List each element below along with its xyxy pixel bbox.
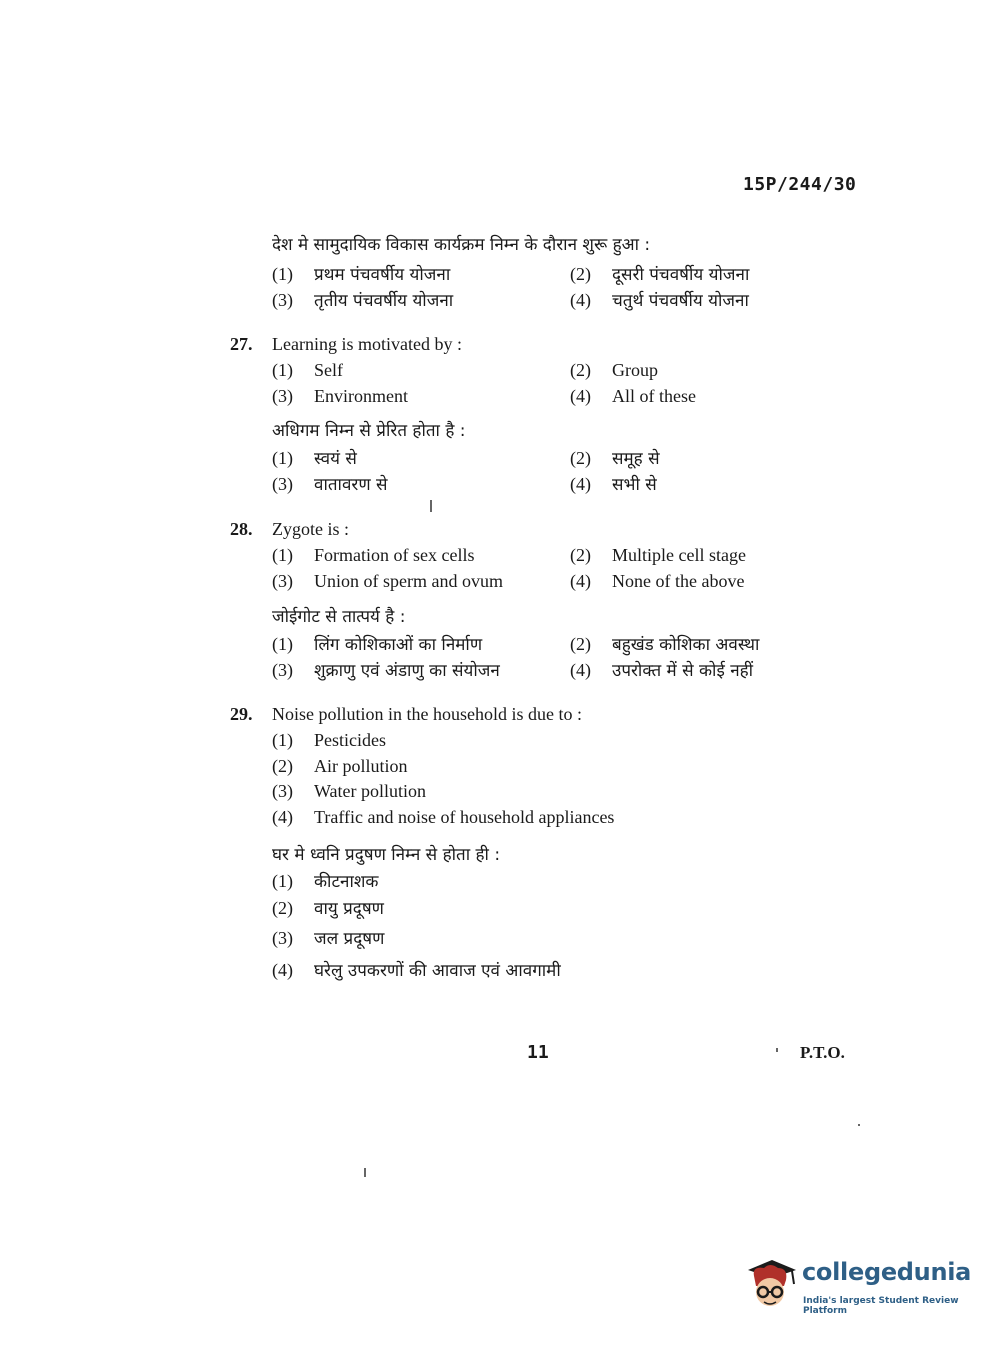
option-text: कीटनाशक [314,872,379,892]
option-number: (3) [272,290,293,310]
q27-stem: Learning is motivated by : [272,334,462,354]
q28-option-hindi [272,632,482,655]
option-text: दूसरी पंचवर्षीय योजना [612,265,750,285]
collegedunia-watermark [742,1252,972,1316]
q26-option-hindi [272,288,453,311]
q27-option-hindi [570,472,657,495]
option-text: None of the above [612,571,745,591]
q29-option-hindi [272,896,384,919]
q29-option-hindi [272,926,384,949]
option-text: समूह से [612,449,660,469]
q28-option [272,571,503,592]
q29-stem: Noise pollution in the household is due to : [272,704,582,724]
option-text: Environment [314,386,408,406]
option-text: सभी से [612,475,657,495]
option-text: उपरोक्त में से कोई नहीं [612,661,754,681]
option-number: (2) [272,898,293,918]
q28-option-hindi [272,658,500,681]
q28-option [570,571,744,592]
option-number: (1) [272,448,293,468]
q26-stem-hindi: देश मे सामुदायिक विकास कार्यक्रम निम्न के दौरान शुरू हुआ : [272,235,651,255]
option-number: (3) [272,386,293,406]
option-number: (4) [272,807,293,827]
option-text: Air pollution [314,756,408,776]
q28-option-hindi [570,632,759,655]
option-number: (3) [272,660,293,680]
option-number: (2) [570,634,591,654]
mascot-logo-icon [742,1256,798,1312]
q28-stem: Zygote is : [272,519,349,539]
option-text: वातावरण से [314,475,388,495]
q29-option [272,756,408,777]
option-text: Pesticides [314,730,386,750]
scan-speck [430,500,432,512]
q27-stem-hindi: अधिगम निम्न से प्रेरित होता है : [272,421,466,441]
q27-option-hindi [272,472,388,495]
option-number: (2) [570,264,591,284]
option-text: स्वयं से [314,449,357,469]
option-number: (1) [272,545,293,565]
option-number: (3) [272,474,293,494]
brand-tagline: India's largest Student Review Platform [803,1296,959,1316]
option-text: Union of sperm and ovum [314,571,503,591]
option-number: (3) [272,928,293,948]
option-number: (4) [570,571,591,591]
q29-option [272,730,386,751]
page-number: 11 [527,1042,549,1063]
option-number: (2) [272,756,293,776]
option-number: (4) [272,960,293,980]
option-number: (4) [570,474,591,494]
option-number: (1) [272,360,293,380]
option-text: घरेलु उपकरणों की आवाज एवं आवगामी [314,961,561,981]
option-text: Self [314,360,343,380]
option-number: (4) [570,660,591,680]
option-number: (4) [570,386,591,406]
q28-stem-hindi: जोईगोट से तात्पर्य है : [272,607,406,627]
option-text: शुक्राणु एवं अंडाणु का संयोजन [314,661,500,681]
q27-option [272,360,343,381]
paper-code: 15P/244/30 [743,174,857,195]
q27-option [570,386,696,407]
option-number: (1) [272,871,293,891]
q26-option-hindi [272,262,450,285]
option-number: (4) [570,290,591,310]
q27-option [570,360,658,381]
option-text: तृतीय पंचवर्षीय योजना [314,291,454,311]
brand-name: collegedunia [802,1258,972,1286]
q28-number: 28. [230,519,253,539]
option-number: (3) [272,781,293,801]
scan-speck [776,1048,778,1052]
option-text: जल प्रदूषण [314,929,385,949]
option-text: All of these [612,386,696,406]
option-number: (1) [272,264,293,284]
option-text: Group [612,360,658,380]
scan-speck [858,1124,860,1126]
option-text: वायु प्रदूषण [314,899,384,919]
option-number: (1) [272,634,293,654]
q29-option [272,807,614,828]
q27-option-hindi [272,446,357,469]
q29-number: 29. [230,704,253,724]
option-text: लिंग कोशिकाओं का निर्माण [314,635,483,655]
q26-option-hindi [570,288,749,311]
q29-stem-hindi: घर मे ध्वनि प्रदुषण निम्न से होता ही : [272,845,501,865]
q28-option-hindi [570,658,753,681]
option-number: (2) [570,448,591,468]
q29-option-hindi [272,869,378,892]
q28-option [272,545,474,566]
pto-label: P.T.O. [800,1043,845,1062]
option-text: Formation of sex cells [314,545,475,565]
option-text: Traffic and noise of household appliances [314,807,615,827]
option-text: बहुखंड कोशिका अवस्था [612,635,760,655]
option-text: प्रथम पंचवर्षीय योजना [314,265,451,285]
option-number: (2) [570,360,591,380]
option-text: चतुर्थ पंचवर्षीय योजना [612,291,749,311]
q26-option-hindi [570,262,749,285]
scan-speck [364,1168,366,1177]
option-text: Water pollution [314,781,427,801]
option-number: (1) [272,730,293,750]
q27-option [272,386,408,407]
q29-option-hindi [272,958,561,981]
option-text: Multiple cell stage [612,545,746,565]
option-number: (2) [570,545,591,565]
q27-number: 27. [230,334,253,354]
option-number: (3) [272,571,293,591]
q27-option-hindi [570,446,660,469]
q28-option [570,545,746,566]
q29-option [272,781,426,802]
